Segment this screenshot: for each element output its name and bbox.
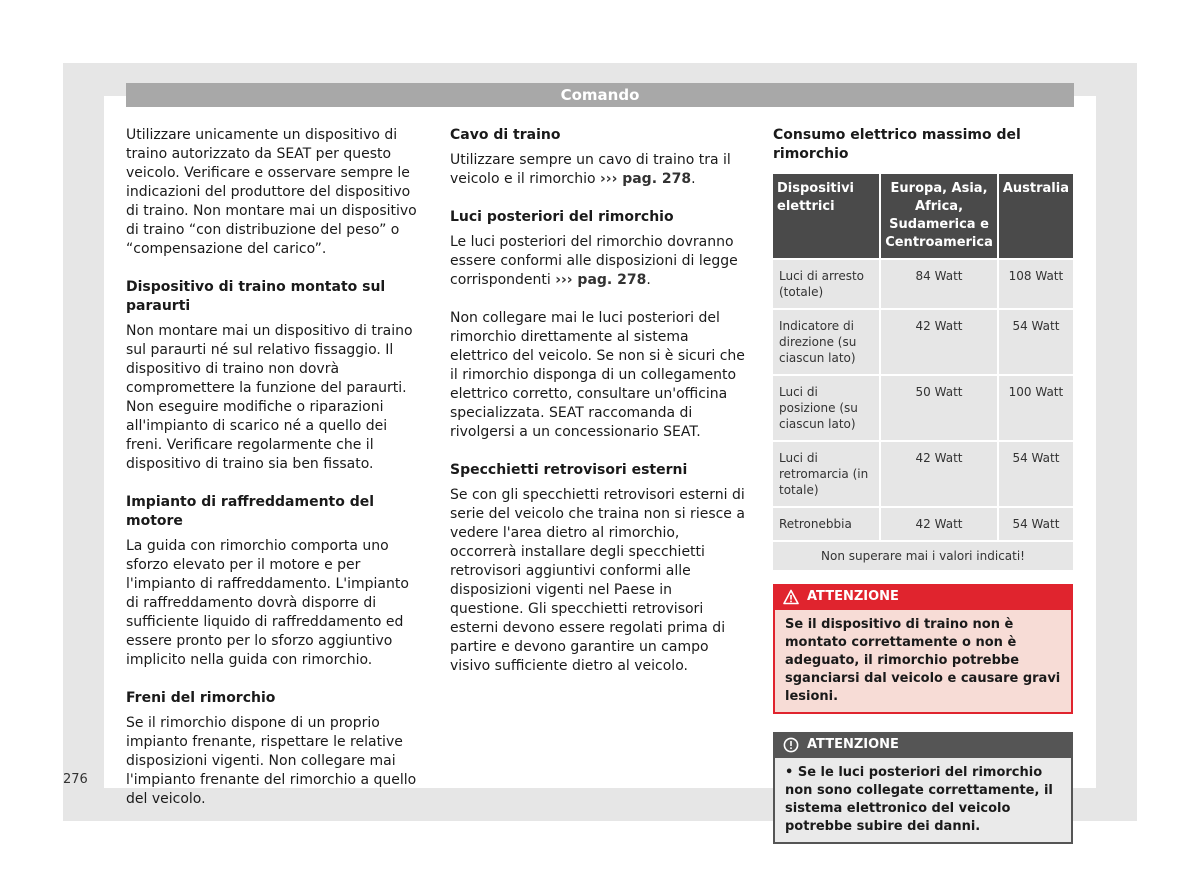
- section-header: Comando: [126, 83, 1074, 107]
- table-cell: Luci di retromarcia (in totale): [773, 442, 879, 506]
- paragraph-trailer-brakes: Se il rimorchio dispone di un proprio impianto frenante, rispettare le relative disposizioni vigenti. Non collegare mai l'impianto frenante del rimorchio a quello del veicolo.: [126, 715, 417, 807]
- table-row: [773, 376, 1073, 440]
- table-row: [773, 310, 1073, 374]
- table-row: [773, 442, 1073, 506]
- paragraph-bumper-mount: Non montare mai un dispositivo di traino sul paraurti né sul relativo fissaggio. Il dispositivo di traino non dovrà compromettere la funzione del paraurti. Non eseguire modifiche o riparazioni all'impianto di scarico né a quello dei freni. Verificare regolarmente che il dispositivo di traino sia ben fissato.: [126, 323, 413, 472]
- heading-engine-cooling: Impianto di raffreddamento del motore: [126, 494, 375, 529]
- warning-triangle-icon: [783, 589, 799, 605]
- warning-label: ATTENZIONE: [807, 589, 899, 604]
- intro-paragraph: Utilizzare unicamente un dispositivo di traino autorizzato da SEAT per questo veicolo. Verificare e osservare sempre le indicazioni del produttore del dispositivo di traino. Non montare mai un dispositivo di traino “con distribuzione del peso” o “compensazione del carico”.: [126, 127, 417, 257]
- heading-bumper-mount: Dispositivo di traino montato sul paraurti: [126, 279, 386, 314]
- table-header-cell: Australia: [999, 174, 1073, 258]
- table-cell: Luci di arresto (totale): [773, 260, 879, 308]
- table-cell: 42 Watt: [881, 310, 997, 374]
- column-left: [126, 126, 426, 828]
- table-cell: 84 Watt: [881, 260, 997, 308]
- table-cell: Indicatore di direzione (su ciascun lato): [773, 310, 879, 374]
- table-cell: 42 Watt: [881, 442, 997, 506]
- table-row: [773, 508, 1073, 540]
- table-header-row: [773, 174, 1073, 258]
- warning-text-dark: • Se le luci posteriori del rimorchio non sono collegate correttamente, il sistema elettronico del veicolo potrebbe subire dei danni.: [773, 758, 1073, 844]
- column-right: [773, 126, 1075, 844]
- column-middle: [450, 126, 750, 695]
- table-cell: Luci di posizione (su ciascun lato): [773, 376, 879, 440]
- warning-text-red: Se il dispositivo di traino non è montato correttamente o non è adeguato, il rimorchio potrebbe sganciarsi dal veicolo e causare gravi lesioni.: [773, 610, 1073, 714]
- warning-box-red: [773, 584, 1073, 714]
- page-reference-link[interactable]: ››› pag. 278: [600, 171, 692, 187]
- paragraph-engine-cooling: La guida con rimorchio comporta uno sforzo elevato per il motore e per l'impianto di raffreddamento. L'impianto di raffreddamento dovrà disporre di sufficiente liquido di raffreddamento ed essere pronto per lo sforzo aggiuntivo implicito nella guida con rimorchio.: [126, 538, 409, 668]
- table-note: Non superare mai i valori indicati!: [773, 542, 1073, 570]
- exclamation-circle-icon: [783, 737, 799, 753]
- heading-rear-lights: Luci posteriori del rimorchio: [450, 209, 674, 225]
- paragraph-rear-lights: Le luci posteriori del rimorchio dovranno essere conformi alle disposizioni di legge corrispondenti ››› pag. 278.: [450, 234, 738, 288]
- table-cell: 100 Watt: [999, 376, 1073, 440]
- power-consumption-table: [771, 172, 1075, 572]
- table-header-cell: Europa, Asia, Africa, Sudamerica e Centroamerica: [881, 174, 997, 258]
- paragraph-mirrors: Se con gli specchietti retrovisori esterni di serie del veicolo che traina non si riesce a vedere l'area dietro al rimorchio, occorrerà installare degli specchietti retrovisori aggiuntivi conformi alle disposizioni vigenti nel Paese in questione. Gli specchietti retrovisori esterni devono essere regolati prima di partire e devono garantire un campo visivo sufficiente dietro al veicolo.: [450, 487, 745, 674]
- page-reference-link[interactable]: ››› pag. 278: [555, 272, 647, 288]
- table-cell: 108 Watt: [999, 260, 1073, 308]
- page-number: 276: [63, 772, 88, 787]
- heading-tow-cable: Cavo di traino: [450, 127, 561, 143]
- table-cell: Retronebbia: [773, 508, 879, 540]
- heading-mirrors: Specchietti retrovisori esterni: [450, 462, 688, 478]
- table-cell: 42 Watt: [881, 508, 997, 540]
- paragraph-tow-cable: Utilizzare sempre un cavo di traino tra il veicolo e il rimorchio ››› pag. 278.: [450, 152, 731, 187]
- table-title: Consumo elettrico massimo del rimorchio: [773, 127, 1021, 162]
- paragraph-rear-lights-2: Non collegare mai le luci posteriori del rimorchio direttamente al sistema elettrico del veicolo. Se non si è sicuri che il rimorchio disponga di un collegamento elettrico corretto, consultare un'officina specializzata. SEAT raccomanda di rivolgersi a un concessionario SEAT.: [450, 310, 745, 440]
- warning-header-dark: [773, 732, 1073, 758]
- table-cell: 54 Watt: [999, 508, 1073, 540]
- table-note-row: [773, 542, 1073, 570]
- warning-label: ATTENZIONE: [807, 737, 899, 752]
- table-row: [773, 260, 1073, 308]
- warning-box-dark: [773, 732, 1073, 844]
- table-cell: 54 Watt: [999, 442, 1073, 506]
- heading-trailer-brakes: Freni del rimorchio: [126, 690, 276, 706]
- warning-header-red: [773, 584, 1073, 610]
- table-header-cell: Dispositivi elettrici: [773, 174, 879, 258]
- table-cell: 50 Watt: [881, 376, 997, 440]
- table-cell: 54 Watt: [999, 310, 1073, 374]
